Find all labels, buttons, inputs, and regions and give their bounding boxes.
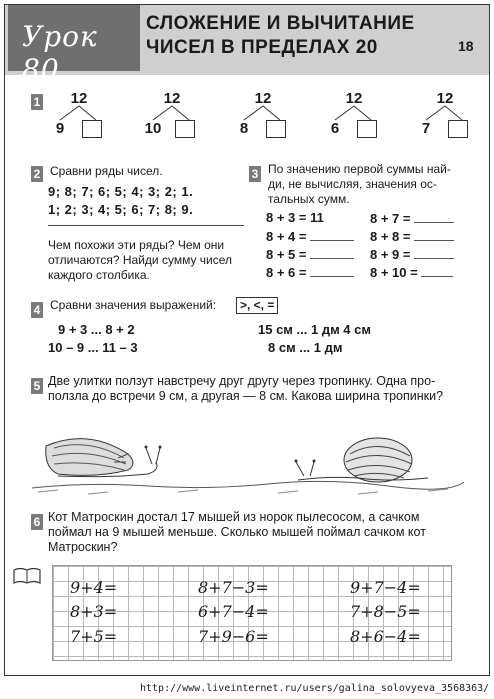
answer-blank[interactable] xyxy=(414,210,454,223)
title-line-1: СЛОЖЕНИЕ И ВЫЧИТАНИЕ xyxy=(146,13,415,34)
decomp-left: 10 xyxy=(144,120,162,137)
number-row-2: 1; 2; 3; 4; 5; 6; 7; 8; 9. xyxy=(48,202,194,217)
sum-right-1 xyxy=(370,210,454,226)
answer-box[interactable] xyxy=(82,120,102,138)
decomposition-5 xyxy=(418,90,478,150)
answer-blank[interactable] xyxy=(310,246,354,259)
answer-box[interactable] xyxy=(448,120,468,138)
sum-text: 8 + 10 = xyxy=(370,265,418,280)
sum-right-3 xyxy=(370,246,454,262)
compare-3: 15 см ... 1 дм 4 см xyxy=(258,322,371,337)
page-title xyxy=(146,12,446,60)
grid-expr: 8+3= xyxy=(70,602,118,621)
task-4-number: 4 xyxy=(31,302,43,318)
sum-left-3 xyxy=(266,246,354,262)
decomp-top: 12 xyxy=(345,90,363,107)
lesson-label: Урок 80 xyxy=(22,20,98,86)
decomp-left: 6 xyxy=(330,120,340,137)
question-line: отличаются? Найди сумму чисел xyxy=(48,253,233,267)
task-6-number: 6 xyxy=(31,514,43,530)
task-3-number: 3 xyxy=(249,166,261,182)
decomposition-4 xyxy=(327,90,387,150)
prompt-line: По значению первой суммы най- xyxy=(268,162,451,176)
signs-box: >, <, = xyxy=(236,297,278,314)
sum-text: 8 + 8 = xyxy=(370,229,411,244)
grid-expr: 6+7−4= xyxy=(198,602,269,621)
grid-expr: 8+7−3= xyxy=(198,578,269,597)
answer-box[interactable] xyxy=(266,120,286,138)
problem-line: ползла до встречи 9 см, а другая — 8 см. Какова ширина тропинки? xyxy=(48,389,444,403)
sum-text: 8 + 5 = xyxy=(266,247,307,262)
decomp-top: 12 xyxy=(163,90,181,107)
decomp-left: 7 xyxy=(421,120,431,137)
compare-4: 8 см ... 1 дм xyxy=(268,340,343,355)
right-snail xyxy=(295,438,429,482)
sum-left-2 xyxy=(266,228,354,244)
problem-line: Две улитки ползут навстречу друг другу через тропинку. Одна про- xyxy=(48,374,436,388)
sum-text: 8 + 9 = xyxy=(370,247,411,262)
grid-expr: 7+8−5= xyxy=(350,602,421,621)
task-6-text xyxy=(48,510,426,555)
decomp-left: 9 xyxy=(55,120,65,137)
sum-text: 8 + 4 = xyxy=(266,229,307,244)
grid-expr: 7+9−6= xyxy=(198,627,269,646)
answer-blank[interactable] xyxy=(310,264,354,277)
sum-right-4 xyxy=(370,264,453,280)
sum-text: 8 + 7 = xyxy=(370,211,411,226)
decomp-top: 12 xyxy=(254,90,272,107)
grid-expr: 7+5= xyxy=(70,627,118,646)
decomposition-3 xyxy=(236,90,296,150)
number-row-1: 9; 8; 7; 6; 5; 4; 3; 2; 1. xyxy=(48,184,194,199)
decomp-left: 8 xyxy=(239,120,249,137)
decomp-top: 12 xyxy=(70,90,88,107)
task-2-prompt: Сравни ряды чисел. xyxy=(50,164,163,178)
sum-left-1: 8 + 3 = 11 xyxy=(266,210,324,225)
answer-box[interactable] xyxy=(357,120,377,138)
decomposition-1 xyxy=(52,90,112,150)
page-number: 18 xyxy=(458,38,474,54)
task-3-prompt xyxy=(268,162,451,207)
grid-expr: 8+6−4= xyxy=(350,627,421,646)
title-line-2: ЧИСЕЛ В ПРЕДЕЛАХ 20 xyxy=(146,37,378,58)
divider xyxy=(48,225,244,226)
answer-box[interactable] xyxy=(175,120,195,138)
task-5-number: 5 xyxy=(31,378,43,394)
problem-line: Матроскин? xyxy=(48,540,118,554)
sum-text: 8 + 6 = xyxy=(266,265,307,280)
decomp-top: 12 xyxy=(436,90,454,107)
left-snail xyxy=(46,439,162,477)
decomposition-2 xyxy=(145,90,205,150)
grid-expr: 9+7−4= xyxy=(350,578,421,597)
question-line: каждого столбика. xyxy=(48,268,150,282)
snails-illustration xyxy=(28,418,468,498)
task-1-number: 1 xyxy=(31,94,43,110)
prompt-line: тальных сумм. xyxy=(268,192,350,206)
answer-blank[interactable] xyxy=(310,228,354,241)
question-line: Чем похожи эти ряды? Чем они xyxy=(48,238,225,252)
source-url[interactable]: http://www.liveinternet.ru/users/galina_solovyeva_3568363/ xyxy=(140,683,490,694)
sum-left-4 xyxy=(266,264,354,280)
answer-blank[interactable] xyxy=(414,246,454,259)
compare-2: 10 – 9 ... 11 – 3 xyxy=(48,340,138,355)
notebook-icon xyxy=(12,566,42,586)
task-2-question xyxy=(48,238,232,283)
problem-line: Кот Матроскин достал 17 мышей из норок пылесосом, а сачком xyxy=(48,510,420,524)
task-5-text xyxy=(48,374,443,404)
prompt-line: ди, не вычисляя, значения ос- xyxy=(268,177,437,191)
answer-blank[interactable] xyxy=(421,264,453,277)
compare-1: 9 + 3 ... 8 + 2 xyxy=(58,322,135,337)
task-2-number: 2 xyxy=(31,166,43,182)
answer-blank[interactable] xyxy=(414,228,454,241)
problem-line: поймал на 9 мышей меньше. Сколько мышей поймал сачком кот xyxy=(48,525,426,539)
sum-right-2 xyxy=(370,228,454,244)
task-4-prompt: Сравни значения выражений: xyxy=(50,298,217,312)
grid-expr: 9+4= xyxy=(70,578,118,597)
